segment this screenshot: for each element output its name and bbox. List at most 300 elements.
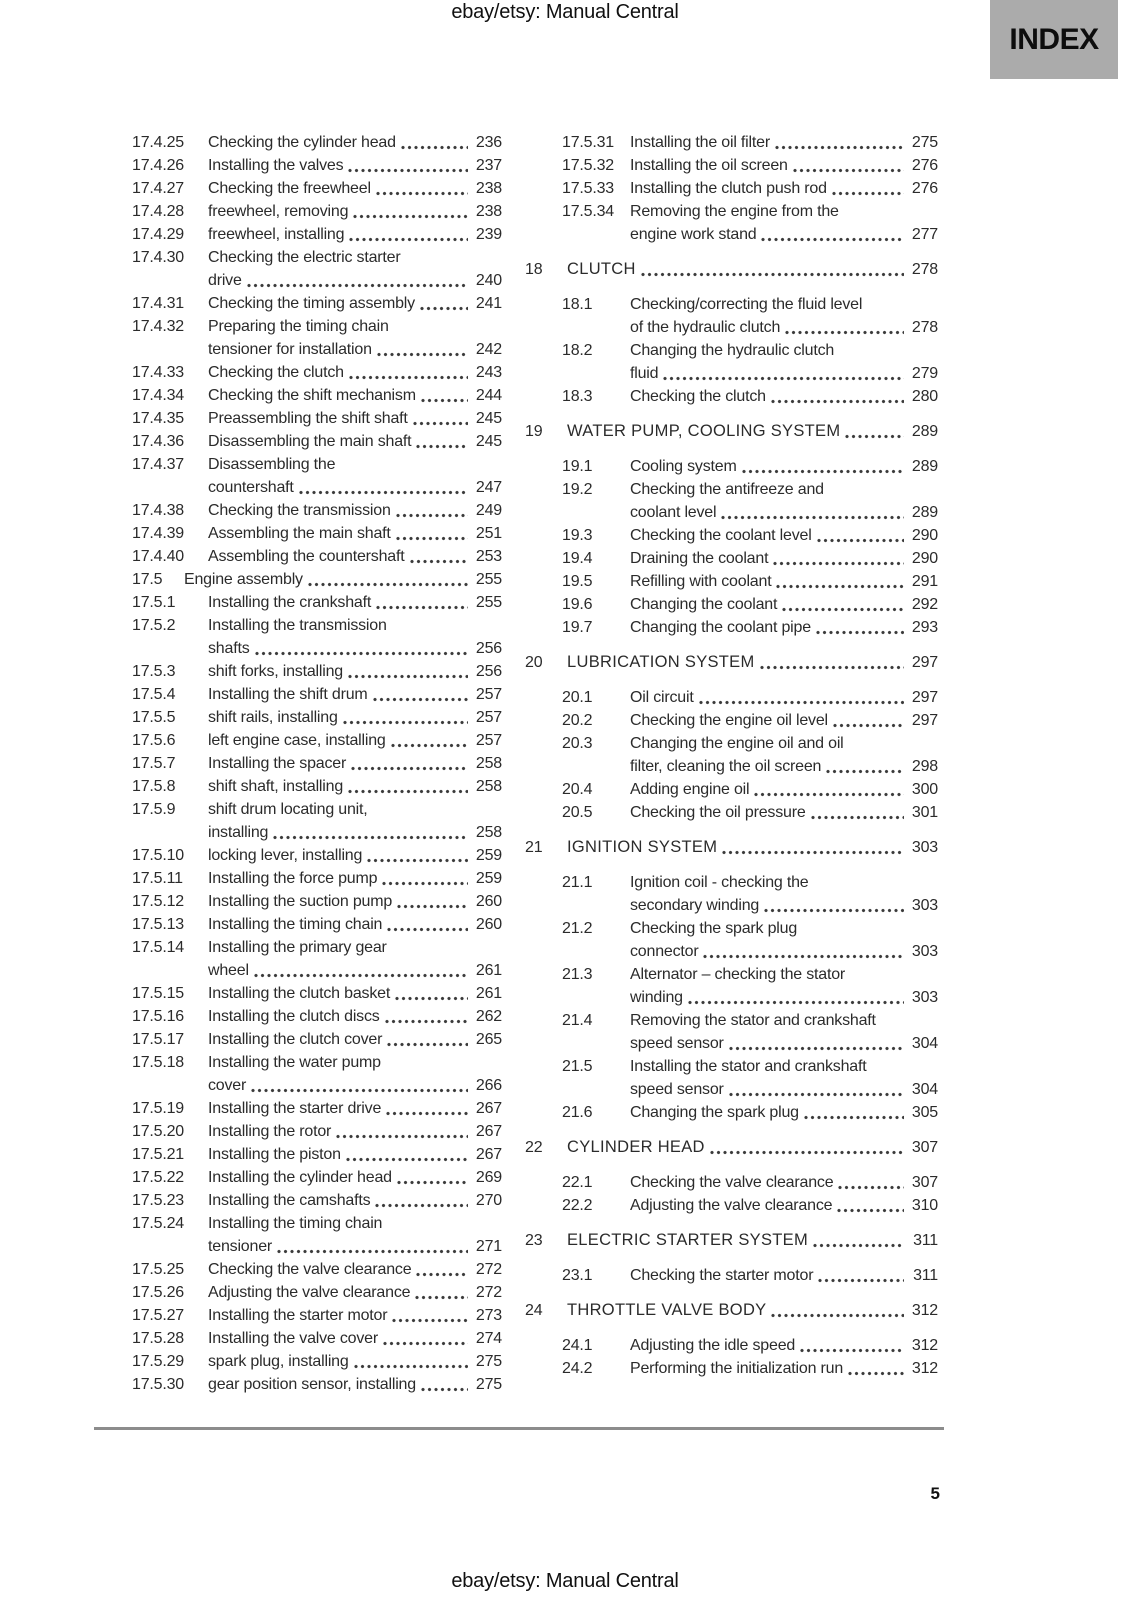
dot-leader (845, 434, 904, 439)
entry-number: 19.7 (562, 619, 593, 636)
entry-title: Installing the stator and crankshaft (630, 1058, 867, 1075)
entry-body (208, 292, 502, 315)
entry-body (208, 660, 502, 683)
entry-page-number: 238 (475, 180, 502, 197)
entry-page-number: 290 (911, 527, 938, 544)
entry-line (208, 890, 502, 913)
entry-body (630, 177, 938, 200)
entry-body (630, 1101, 938, 1124)
entry-title: Assembling the countershaft (208, 548, 405, 565)
toc-entry (525, 1264, 938, 1287)
entry-page-number: 272 (475, 1261, 502, 1278)
toc-chapter-entry (525, 651, 938, 674)
entry-title: Assembling the main shaft (208, 525, 391, 542)
entry-title: Installing the primary gear (208, 939, 387, 956)
entry-number: 17.5.33 (562, 180, 614, 197)
dot-leader (832, 191, 904, 196)
entry-line (208, 729, 502, 752)
entry-line (630, 1171, 938, 1194)
entry-page-number: 303 (911, 943, 938, 960)
toc-entry (525, 547, 938, 570)
entry-title: Refilling with coolant (630, 573, 772, 590)
toc-entry (132, 844, 502, 867)
entry-body (630, 686, 938, 709)
entry-page-number: 289 (911, 458, 938, 475)
entry-number: 17.4.33 (132, 364, 184, 381)
toc-entry (132, 1281, 502, 1304)
dot-leader (848, 1371, 904, 1376)
toc-entry (525, 478, 938, 524)
entry-title: Installing the spacer (208, 755, 347, 772)
entry-title: Installing the timing chain (208, 1215, 383, 1232)
dot-leader (349, 375, 468, 380)
entry-body (630, 1194, 938, 1217)
entry-page-number: 300 (911, 781, 938, 798)
entry-number: 20 (525, 654, 543, 671)
entry-page-number: 245 (475, 433, 502, 450)
entry-page-number: 259 (475, 847, 502, 864)
entry-number: 17.5.29 (132, 1353, 184, 1370)
entry-title: winding (630, 989, 683, 1006)
entry-line (208, 453, 502, 476)
entry-title: connector (630, 943, 699, 960)
entry-title: speed sensor (630, 1035, 724, 1052)
entry-line (208, 844, 502, 867)
entry-page-number: 311 (913, 1232, 938, 1249)
entry-number: 17.5.15 (132, 985, 184, 1002)
entry-line (630, 1194, 938, 1217)
entry-number: 17.4.35 (132, 410, 184, 427)
entry-page-number: 297 (911, 654, 938, 671)
entry-page-number: 303 (911, 897, 938, 914)
toc-entry (132, 890, 502, 913)
entry-number: 17.5.25 (132, 1261, 184, 1278)
entry-line (630, 801, 938, 824)
dot-leader (383, 1341, 468, 1346)
dot-leader (255, 651, 469, 656)
entry-page-number: 273 (475, 1307, 502, 1324)
dot-leader (254, 973, 468, 978)
entry-number: 23.1 (562, 1267, 593, 1284)
entry-number: 20.3 (562, 735, 593, 752)
entry-title: Checking the valve clearance (208, 1261, 412, 1278)
entry-page-number: 280 (911, 388, 938, 405)
entry-title: WATER PUMP, COOLING SYSTEM (567, 422, 841, 440)
entry-number: 17.4.30 (132, 249, 184, 266)
entry-page-number: 251 (475, 525, 502, 542)
entry-number: 17.4.25 (132, 134, 184, 151)
toc-entry (132, 499, 502, 522)
dot-leader (764, 908, 904, 913)
entry-body (630, 339, 938, 385)
entry-number: 17.5 (132, 571, 163, 588)
entry-line (208, 1373, 502, 1396)
footer-rule (94, 1427, 944, 1430)
entry-title: THROTTLE VALVE BODY (567, 1301, 767, 1319)
toc-entry (525, 778, 938, 801)
entry-number: 24.2 (562, 1360, 593, 1377)
entry-line (208, 959, 502, 982)
dot-leader (663, 376, 904, 381)
dot-leader (353, 214, 468, 219)
entry-number: 19.2 (562, 481, 593, 498)
entry-number: 22.1 (562, 1174, 593, 1191)
entry-line (630, 316, 938, 339)
toc-entry (525, 455, 938, 478)
entry-body (208, 1120, 502, 1143)
entry-page-number: 253 (475, 548, 502, 565)
entry-body (630, 778, 938, 801)
entry-number: 17.5.8 (132, 778, 176, 795)
dot-leader (816, 630, 904, 635)
entry-body (208, 361, 502, 384)
entry-line (208, 1235, 502, 1258)
entry-body (630, 871, 938, 917)
dot-leader (386, 1111, 468, 1116)
entry-body (630, 963, 938, 1009)
entry-body (208, 867, 502, 890)
entry-line (208, 867, 502, 890)
dot-leader (785, 330, 904, 335)
entry-title: Installing the rotor (208, 1123, 332, 1140)
entry-page-number: 307 (911, 1174, 938, 1191)
dot-leader (641, 272, 904, 277)
entry-body (208, 246, 502, 292)
toc-entry (525, 963, 938, 1009)
entry-page-number: 298 (911, 758, 938, 775)
entry-body (208, 1097, 502, 1120)
entry-number: 20.5 (562, 804, 593, 821)
entry-number: 17.4.32 (132, 318, 184, 335)
dot-leader (251, 1088, 468, 1093)
toc-entry (525, 593, 938, 616)
toc-entry (132, 591, 502, 614)
toc-entry (132, 177, 502, 200)
dot-leader (416, 444, 468, 449)
entry-number: 17.5.23 (132, 1192, 184, 1209)
entry-title: shift drum locating unit, (208, 801, 368, 818)
entry-body (208, 936, 502, 982)
dot-leader (373, 697, 468, 702)
entry-number: 24.1 (562, 1337, 593, 1354)
entry-body (208, 1350, 502, 1373)
toc-entry (525, 1171, 938, 1194)
entry-body (567, 1229, 938, 1252)
entry-number: 18.2 (562, 342, 593, 359)
entry-body (630, 1055, 938, 1101)
entry-title: spark plug, installing (208, 1353, 349, 1370)
toc-entry (132, 729, 502, 752)
entry-line (630, 293, 938, 316)
entry-page-number: 255 (475, 571, 502, 588)
toc-chapter-entry (525, 258, 938, 281)
entry-number: 17.5.27 (132, 1307, 184, 1324)
entry-page-number: 242 (475, 341, 502, 358)
entry-line (630, 1101, 938, 1124)
entry-number: 17.5.1 (132, 594, 176, 611)
dot-leader (710, 1150, 904, 1155)
entry-body (208, 1304, 502, 1327)
toc-entry (132, 798, 502, 844)
entry-line (208, 269, 502, 292)
toc-entry (525, 1357, 938, 1380)
entry-page-number: 276 (911, 180, 938, 197)
entry-title: Checking the transmission (208, 502, 391, 519)
dot-leader (703, 954, 904, 959)
toc-entry (132, 430, 502, 453)
entry-number: 19.6 (562, 596, 593, 613)
entry-line (208, 1120, 502, 1143)
entry-title: Installing the suction pump (208, 893, 393, 910)
entry-page-number: 292 (911, 596, 938, 613)
entry-number: 17.4.34 (132, 387, 184, 404)
toc-chapter-entry (525, 836, 938, 859)
entry-title: Checking the starter motor (630, 1267, 814, 1284)
entry-number: 17.5.22 (132, 1169, 184, 1186)
entry-page-number: 244 (475, 387, 502, 404)
entry-line (630, 223, 938, 246)
entry-line (567, 1299, 938, 1322)
entry-body (208, 1281, 502, 1304)
entry-title: CYLINDER HEAD (567, 1138, 705, 1156)
entry-title: Checking the oil pressure (630, 804, 806, 821)
entry-title: Checking the freewheel (208, 180, 371, 197)
entry-line (208, 246, 502, 269)
entry-body (208, 154, 502, 177)
entry-page-number: 277 (911, 226, 938, 243)
toc-entry (132, 1189, 502, 1212)
dot-leader (354, 1364, 468, 1369)
entry-body (208, 430, 502, 453)
entry-line (567, 1136, 938, 1159)
entry-page-number: 289 (911, 423, 938, 440)
entry-page-number: 278 (911, 319, 938, 336)
toc-entry (132, 200, 502, 223)
entry-title: Checking the spark plug (630, 920, 798, 937)
entry-page-number: 297 (911, 712, 938, 729)
toc-entry (132, 361, 502, 384)
entry-title: shift forks, installing (208, 663, 344, 680)
entry-page-number: 310 (911, 1197, 938, 1214)
entry-body (208, 1212, 502, 1258)
dot-leader (375, 1203, 468, 1208)
entry-page-number: 247 (475, 479, 502, 496)
entry-number: 21.4 (562, 1012, 593, 1029)
entry-title: Installing the camshafts (208, 1192, 371, 1209)
entry-title: LUBRICATION SYSTEM (567, 653, 755, 671)
entry-line (630, 1009, 938, 1032)
entry-page-number: 262 (475, 1008, 502, 1025)
entry-line (208, 292, 502, 315)
toc-entry (132, 154, 502, 177)
toc-entry (525, 917, 938, 963)
entry-page-number: 249 (475, 502, 502, 519)
entry-page-number: 271 (475, 1238, 502, 1255)
entry-page-number: 290 (911, 550, 938, 567)
entry-title: Draining the coolant (630, 550, 769, 567)
toc-entry (525, 1194, 938, 1217)
entry-number: 17.4.27 (132, 180, 184, 197)
toc-entry (132, 775, 502, 798)
entry-number: 21.2 (562, 920, 593, 937)
entry-body (208, 982, 502, 1005)
dot-leader (771, 1313, 904, 1318)
entry-line (208, 798, 502, 821)
entry-body (208, 683, 502, 706)
entry-body (630, 1264, 938, 1287)
entry-number: 17.5.4 (132, 686, 176, 703)
entry-page-number: 275 (475, 1353, 502, 1370)
dot-leader (838, 1185, 904, 1190)
toc-entry (132, 1327, 502, 1350)
entry-line (630, 154, 938, 177)
dot-leader (761, 237, 904, 242)
dot-leader (800, 1348, 904, 1353)
toc-entry (525, 801, 938, 824)
entry-line (208, 1212, 502, 1235)
entry-page-number: 270 (475, 1192, 502, 1209)
dot-leader (742, 469, 904, 474)
entry-body (208, 591, 502, 614)
dot-leader (773, 561, 904, 566)
index-thumb-tab (990, 0, 1118, 79)
entry-body (208, 522, 502, 545)
entry-page-number: 291 (911, 573, 938, 590)
dot-leader (395, 996, 468, 1001)
entry-title: Installing the clutch push rod (630, 180, 827, 197)
entry-body (630, 293, 938, 339)
entry-title: Preassembling the shift shaft (208, 410, 408, 427)
entry-page-number: 260 (475, 916, 502, 933)
dot-leader (349, 237, 468, 242)
toc-entry (132, 1258, 502, 1281)
entry-page-number: 312 (911, 1302, 938, 1319)
dot-leader (804, 1115, 904, 1120)
entry-body (630, 200, 938, 246)
toc-entry (132, 131, 502, 154)
entry-number: 18.3 (562, 388, 593, 405)
entry-line (630, 686, 938, 709)
entry-number: 20.2 (562, 712, 593, 729)
dot-leader (401, 145, 468, 150)
entry-line (630, 778, 938, 801)
entry-body (208, 315, 502, 361)
dot-leader (826, 769, 904, 774)
entry-line (630, 362, 938, 385)
entry-title: freewheel, removing (208, 203, 349, 220)
entry-number: 21.3 (562, 966, 593, 983)
entry-title: Installing the oil screen (630, 157, 788, 174)
entry-title: cover (208, 1077, 247, 1094)
toc-entry (132, 1005, 502, 1028)
entry-title: Checking the shift mechanism (208, 387, 416, 404)
toc-column-right (525, 131, 938, 1380)
entry-page-number: 237 (475, 157, 502, 174)
entry-number: 17.5.5 (132, 709, 176, 726)
entry-title: Installing the force pump (208, 870, 378, 887)
entry-body (208, 1258, 502, 1281)
entry-page-number: 261 (475, 985, 502, 1002)
entry-line (208, 591, 502, 614)
entry-page-number: 311 (913, 1267, 938, 1284)
entry-body (208, 177, 502, 200)
toc-entry (525, 1101, 938, 1124)
dot-leader (377, 352, 468, 357)
entry-title: wheel (208, 962, 249, 979)
toc-entry (132, 660, 502, 683)
entry-page-number: 276 (911, 157, 938, 174)
entry-title: Changing the coolant (630, 596, 778, 613)
entry-title: Installing the oil filter (630, 134, 770, 151)
entry-line (567, 1229, 938, 1252)
entry-body (208, 453, 502, 499)
entry-line (208, 913, 502, 936)
entry-title: Cooling system (630, 458, 737, 475)
entry-number: 19.5 (562, 573, 593, 590)
entry-line (630, 709, 938, 732)
entry-page-number: 236 (475, 134, 502, 151)
entry-line (630, 1357, 938, 1380)
dot-leader (387, 927, 468, 932)
toc-entry (132, 1097, 502, 1120)
entry-title: shift rails, installing (208, 709, 338, 726)
entry-number: 17.4.31 (132, 295, 184, 312)
toc-entry (525, 524, 938, 547)
toc-entry (132, 1304, 502, 1327)
entry-page-number: 267 (475, 1146, 502, 1163)
entry-body (208, 223, 502, 246)
dot-leader (413, 421, 468, 426)
toc-entry (525, 1009, 938, 1055)
entry-page-number: 269 (475, 1169, 502, 1186)
entry-number: 17.5.20 (132, 1123, 184, 1140)
dot-leader (299, 490, 468, 495)
entry-title: Checking the valve clearance (630, 1174, 834, 1191)
entry-number: 18 (525, 261, 543, 278)
entry-line (208, 545, 502, 568)
toc-entry (132, 1212, 502, 1258)
entry-number: 21 (525, 839, 543, 856)
entry-title: Engine assembly (184, 571, 303, 588)
dot-leader (782, 607, 904, 612)
entry-number: 19 (525, 423, 543, 440)
entry-page-number: 256 (475, 663, 502, 680)
dot-leader (776, 584, 904, 589)
entry-body (208, 752, 502, 775)
entry-number: 17.5.17 (132, 1031, 184, 1048)
entry-page-number: 257 (475, 709, 502, 726)
entry-body (208, 775, 502, 798)
toc-entry (132, 913, 502, 936)
entry-number: 21.5 (562, 1058, 593, 1075)
entry-title: CLUTCH (567, 260, 636, 278)
entry-title: Adding engine oil (630, 781, 750, 798)
dot-leader (376, 605, 468, 610)
dot-leader (415, 1295, 468, 1300)
dot-leader (385, 1019, 468, 1024)
entry-number: 20.4 (562, 781, 593, 798)
entry-title: Alternator – checking the stator (630, 966, 846, 983)
entry-page-number: 258 (475, 755, 502, 772)
dot-leader (721, 515, 904, 520)
entry-line (630, 131, 938, 154)
entry-title: Adjusting the valve clearance (208, 1284, 411, 1301)
toc-entry (132, 407, 502, 430)
entry-line (208, 1304, 502, 1327)
entry-number: 21.1 (562, 874, 593, 891)
entry-line (184, 568, 502, 591)
entry-title: Installing the water pump (208, 1054, 381, 1071)
